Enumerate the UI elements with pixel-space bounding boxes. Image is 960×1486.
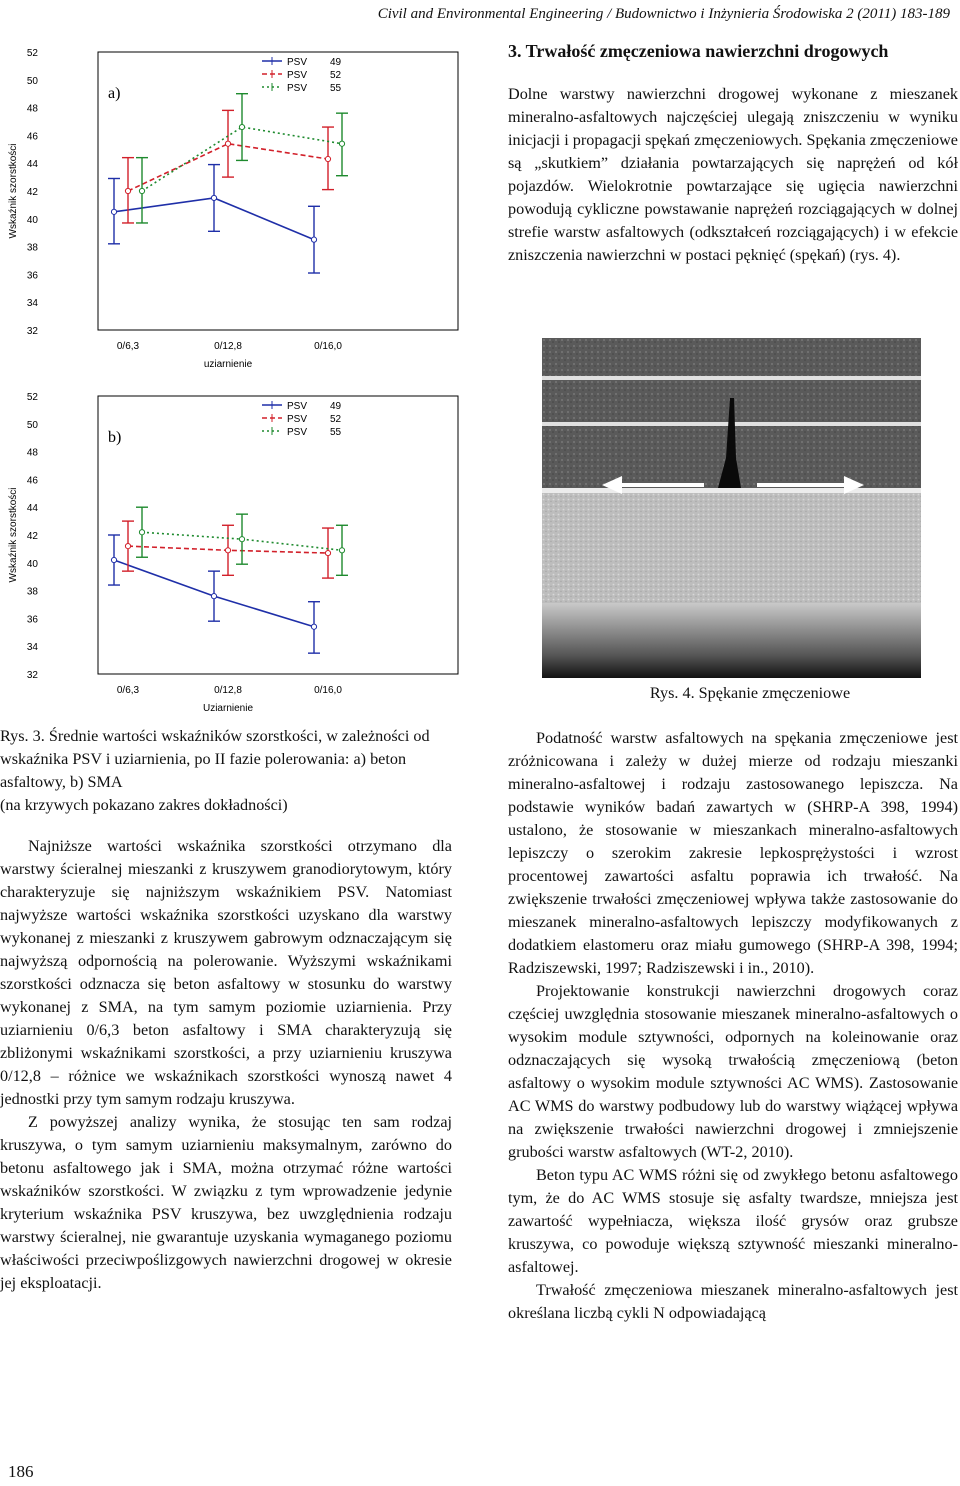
y-tick-label: 44 bbox=[26, 159, 38, 171]
panel-label: a) bbox=[108, 85, 121, 102]
y-tick-label: 38 bbox=[26, 586, 38, 598]
y-tick-label: 34 bbox=[26, 298, 38, 310]
section-3 bbox=[508, 40, 958, 267]
right-paragraph-1: Podatność warstw asfaltowych na spękania zmęczeniowe jest zróżnicowana i zależy w dużej mierze od rodzaju mieszanki mineralno-asfaltowej i rodzaju zastosowanego lepiszcza. Na podstawie wyników badań zawartych w (SHRP-A 398, 1994) ustalono, że stosowanie w mieszankach mineralno-asfaltowych lepiszczy o szerokim zakresie lepkosprężystości i wzrost procentowej zawartości asfaltu poprawia ich trwałość. Na zwiększenie trwałości zmęczeniowej wpływa także zastosowanie do mieszanek mineralno-asfaltowych lepiszczy modyfikowanych z dodatkiem elastomeru oraz miału gumowego (SHRP-A 398, 1994; Radziszewski, 1997; Radziszewski i in., 2010). bbox=[508, 729, 958, 977]
y-tick-label: 42 bbox=[26, 531, 38, 542]
legend-value: 55 bbox=[330, 427, 342, 438]
right-column bbox=[508, 727, 958, 1325]
y-tick-label: 48 bbox=[26, 103, 38, 115]
left-column bbox=[0, 725, 452, 1295]
data-point bbox=[311, 237, 316, 242]
y-tick-label: 52 bbox=[26, 392, 38, 403]
x-tick-label: 0/16,0 bbox=[314, 685, 342, 696]
legend-value: 49 bbox=[330, 401, 342, 412]
y-axis-label: Wskaźnik szorstkości bbox=[8, 487, 19, 583]
data-point bbox=[111, 209, 116, 214]
y-tick-label: 40 bbox=[26, 558, 38, 570]
chart-b bbox=[0, 384, 485, 714]
data-point bbox=[239, 124, 244, 129]
page-number: 186 bbox=[8, 1462, 34, 1481]
y-tick-label: 50 bbox=[26, 419, 38, 431]
legend-label: PSV bbox=[287, 427, 308, 438]
x-axis-label: Uziarnienie bbox=[202, 703, 254, 714]
section-paragraph: Dolne warstwy nawierzchni drogowej wykonane z mieszanek mineralno-asfaltowych najczęściej ulegają zniszczeniu w wyniku inicjacji i propagacji spękań zmęczeniowych. Spękania zmęczeniowe są „skutkiem” działania powtarzających się naprężeń od kół pojazdów. Wielokrotnie powtarzające się ugięcia nawierzchni powodują cykliczne powstawanie naprężeń rozciągających w dolnej strefie warstw asfaltowych (odkształceń rozciągających) i w efekcie zniszczenia nawierzchni w postaci pęknięć (spękań) (rys. 4). bbox=[508, 85, 958, 265]
right-paragraph-3: Beton typu AC WMS różni się od zwykłego betonu asfaltowego tym, że do AC WMS stosuje się asfalty twardsze, mniejsza jest zawartość wypełniacza, większa ilość grysów oraz grubsze kruszywa, co powoduje większą sztywność mieszanki mineralno-asfaltowej. bbox=[508, 1166, 958, 1276]
data-point bbox=[339, 548, 344, 553]
legend-label: PSV bbox=[287, 83, 308, 94]
panel-label: b) bbox=[108, 429, 122, 446]
y-tick-label: 40 bbox=[26, 214, 38, 226]
y-tick-label: 32 bbox=[26, 326, 38, 337]
plot-frame bbox=[98, 396, 458, 674]
data-point bbox=[225, 548, 230, 553]
x-tick-label: 0/6,3 bbox=[116, 685, 140, 696]
legend-value: 52 bbox=[330, 414, 342, 425]
legend-label: PSV bbox=[287, 414, 308, 425]
x-axis-label: uziarnienie bbox=[203, 359, 253, 370]
data-point bbox=[239, 537, 244, 542]
left-paragraph-1: Najniższe wartości wskaźnika szorstkości otrzymano dla warstwy ścieralnej mieszanki z kruszywem granodiorytowym, który charakteryzuje się najniższym wskaźnikiem PSV. Natomiast najwyższe wartości wskaźnika szorstkości uzyskano dla warstwy wykonanej z mieszanki z kruszywem gabrowym odznaczającym się najwyższą odpornością na polerowanie. Wyższymi wskaźnikami szorstkości odznacza się beton asfaltowy w stosunku do warstwy wykonanej z SMA, na tym samym poziomie uziarnienia. Przy uziarnieniu 0/6,3 beton asfaltowy i SMA charakteryzują się zbliżonymi wskaźnikami szorstkości, a przy uziarnieniu kruszywa 0/12,8 – różnice we wskaźnikach szorstkości wynoszą nawet 4 jednostki przy tym samym rodzaju kruszywa. bbox=[0, 837, 452, 1108]
y-tick-label: 48 bbox=[26, 447, 38, 459]
section-title: 3. Trwałość zmęczeniowa nawierzchni drogowych bbox=[508, 41, 889, 61]
data-point bbox=[325, 156, 330, 161]
data-point bbox=[325, 550, 330, 555]
journal-header: Civil and Environmental Engineering / Budownictwo i Inżynieria Środowiska 2 (2011) 183-189 bbox=[377, 6, 950, 22]
legend-value: 49 bbox=[330, 57, 342, 68]
right-paragraph-4: Trwałość zmęczeniowa mieszanek mineralno-asfaltowych jest określana liczbą cykli N odpowiadającą bbox=[508, 1281, 958, 1322]
chart-a bbox=[0, 40, 485, 370]
left-paragraph-2: Z powyższej analizy wynika, że stosując ten sam rodzaj kruszywa, o tym samym uziarnieniu maksymalnym, zarówno do betonu asfaltowego jak i SMA, można otrzymać różne wartości wskaźników szorstkości. W związku z tym wprowadzenie jedynie kryterium wskaźnika PSV kruszywa, bez uwzględnienia rodzaju warstwy ścieralnej, nie gwarantuje uzyskania wymaganego poziomu właściwości przeciwpoślizgowych nawierzchni drogowej w okresie jej eksploatacji. bbox=[0, 1113, 452, 1292]
y-tick-label: 34 bbox=[26, 642, 38, 654]
y-tick-label: 46 bbox=[26, 131, 38, 143]
y-tick-label: 52 bbox=[26, 48, 38, 59]
legend-label: PSV bbox=[287, 401, 308, 412]
y-tick-label: 36 bbox=[26, 270, 38, 282]
fatigue-crack-photo bbox=[542, 338, 921, 678]
data-point bbox=[211, 195, 216, 200]
x-tick-label: 0/6,3 bbox=[116, 341, 140, 352]
y-tick-label: 32 bbox=[26, 670, 38, 681]
chart-b-svg bbox=[0, 384, 485, 714]
y-tick-label: 38 bbox=[26, 242, 38, 254]
y-tick-label: 42 bbox=[26, 187, 38, 198]
x-tick-label: 0/12,8 bbox=[214, 685, 242, 696]
data-point bbox=[139, 530, 144, 535]
y-tick-label: 46 bbox=[26, 475, 38, 487]
figure-3-caption-note: (na krzywych pokazano zakres dokładności) bbox=[0, 796, 288, 814]
data-point bbox=[211, 594, 216, 599]
data-point bbox=[311, 624, 316, 629]
figure-3-caption-line: Rys. 3. Średnie wartości wskaźników szorstkości, w zależności od wskaźnika PSV i uziarnienia, po II fazie polerowania: a) beton asfaltowy, b) SMA bbox=[0, 727, 430, 791]
y-tick-label: 50 bbox=[26, 75, 38, 87]
figure-3-caption bbox=[0, 725, 452, 817]
data-point bbox=[139, 188, 144, 193]
legend-label: PSV bbox=[287, 70, 308, 81]
legend-label: PSV bbox=[287, 57, 308, 68]
y-tick-label: 44 bbox=[26, 503, 38, 515]
data-point bbox=[125, 544, 130, 549]
x-tick-label: 0/16,0 bbox=[314, 341, 342, 352]
right-paragraph-2: Projektowanie konstrukcji nawierzchni drogowych coraz częściej uwzględnia stosowanie mieszanek mineralno-asfaltowych o wysokim module sztywności, odpornych na koleinowanie oraz odznaczających się wysoką trwałością zmęczeniową (beton asfaltowy o wysokim module sztywności AC WMS). Zastosowanie AC WMS do warstwy podbudowy lub do warstwy wiążącej wpływa na zwiększenie trwałości nawierzchni drogowej i zmniejszenie grubości warstw asfaltowych (WT-2, 2010). bbox=[508, 982, 958, 1161]
legend-value: 55 bbox=[330, 83, 342, 94]
data-point bbox=[225, 141, 230, 146]
data-point bbox=[339, 141, 344, 146]
y-tick-label: 36 bbox=[26, 614, 38, 626]
figure-4-caption: Rys. 4. Spękanie zmęczeniowe bbox=[649, 684, 851, 702]
data-point bbox=[125, 188, 130, 193]
plot-frame bbox=[98, 52, 458, 330]
legend-value: 52 bbox=[330, 70, 342, 81]
chart-a-svg bbox=[0, 40, 485, 370]
data-point bbox=[111, 557, 116, 562]
y-axis-label: Wskaźnik szorstkości bbox=[8, 143, 19, 239]
x-tick-label: 0/12,8 bbox=[214, 341, 242, 352]
